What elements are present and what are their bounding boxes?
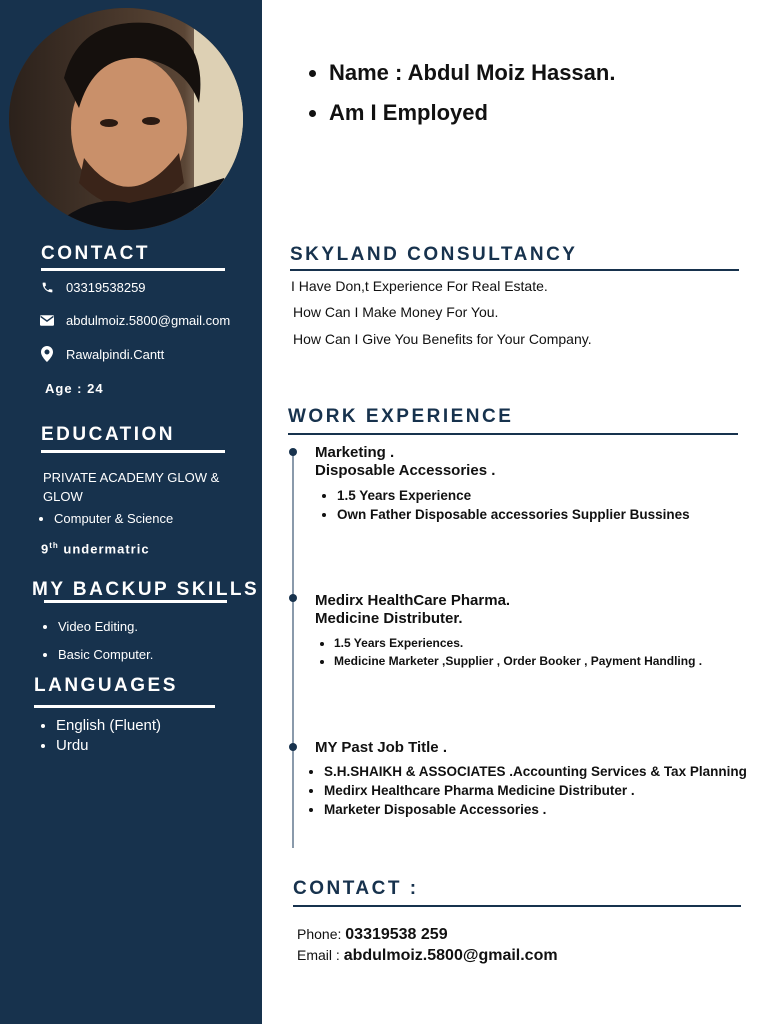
- sidebar: [0, 0, 262, 1024]
- consultancy-line: How Can I Make Money For You.: [293, 304, 499, 320]
- job-detail: • 1.5 Years Experiences.: [334, 636, 702, 650]
- job-3-heading: [315, 739, 447, 757]
- main-email-label: Email :: [297, 947, 340, 963]
- timeline-dot: [289, 594, 297, 602]
- timeline-line: [292, 450, 294, 848]
- job-1-details: [315, 488, 690, 526]
- main-phone-label: Phone:: [297, 926, 342, 942]
- main-contact-title: CONTACT :: [293, 878, 419, 899]
- timeline-dot: [289, 743, 297, 751]
- header-bullets: [305, 60, 615, 140]
- job-2-heading: [315, 592, 510, 628]
- main-email: [297, 947, 558, 965]
- skill-item: • Video Editing.: [58, 613, 153, 641]
- job-detail: • S.H.SHAIKH & ASSOCIATES .Accounting Services & Tax Planning: [324, 764, 768, 779]
- job-3-title: MY Past Job Title .: [315, 739, 447, 756]
- job-1-heading: [315, 444, 495, 480]
- job-detail: • Medirx Healthcare Pharma Medicine Distributer .: [324, 783, 768, 798]
- consultancy-divider: [290, 269, 739, 271]
- education-divider: [41, 450, 225, 453]
- job-2-company: Medirx HealthCare Pharma.: [315, 592, 511, 609]
- consultancy-title: SKYLAND CONSULTANCY: [290, 244, 578, 265]
- work-experience-title: WORK EXPERIENCE: [288, 406, 514, 427]
- main-email-value[interactable]: abdulmoiz.5800@gmail.com: [343, 947, 558, 964]
- language-item: • Urdu: [56, 736, 161, 756]
- mail-icon: [40, 315, 54, 326]
- job-detail: • Medicine Marketer ,Supplier , Order Booker , Payment Handling .: [334, 654, 702, 668]
- skills-divider: [44, 600, 227, 603]
- job-3-details: [302, 764, 768, 821]
- job-2-role: Medicine Distributer.: [315, 610, 463, 627]
- job-1-role: Marketing .: [315, 444, 395, 461]
- phone-icon: [40, 281, 54, 294]
- contact-location: [40, 346, 164, 362]
- name-line: • Name : Abdul Moiz Hassan.: [329, 60, 615, 86]
- contact-divider: [41, 268, 225, 271]
- skills-title: MY BACKUP SKILLS: [32, 579, 260, 600]
- employment-line: • Am I Employed: [329, 100, 615, 126]
- location-pin-icon: [40, 346, 54, 362]
- school-subject: • Computer & Science: [54, 511, 173, 526]
- languages-title: LANGUAGES: [34, 675, 178, 696]
- skill-item: • Basic Computer.: [58, 641, 153, 669]
- main-contact-divider: [293, 905, 741, 907]
- main-phone: [297, 926, 448, 944]
- contact-email-text[interactable]: abdulmoiz.5800@gmail.com: [66, 313, 231, 328]
- timeline-dot: [289, 448, 297, 456]
- grade-superscript: th: [49, 541, 59, 550]
- job-2-details: [312, 636, 702, 672]
- profile-photo: [9, 8, 243, 230]
- job-detail: • Marketer Disposable Accessories .: [324, 802, 768, 817]
- job-detail: • 1.5 Years Experience: [337, 488, 690, 503]
- consultancy-line: How Can I Give You Benefits for Your Company.: [293, 331, 592, 347]
- language-item: • English (Fluent): [56, 716, 161, 736]
- contact-location-text: Rawalpindi.Cantt: [66, 346, 165, 362]
- contact-phone: [40, 280, 146, 295]
- contact-title: CONTACT: [41, 243, 150, 264]
- work-experience-divider: [288, 433, 738, 435]
- education-title: EDUCATION: [41, 424, 176, 445]
- age-text: Age : 24: [45, 381, 104, 396]
- consultancy-line: I Have Don,t Experience For Real Estate.: [291, 278, 548, 294]
- grade-number: 9: [41, 541, 50, 557]
- job-detail: • Own Father Disposable accessories Supplier Bussines: [337, 507, 690, 522]
- grade-text: [41, 541, 150, 556]
- skills-list: [42, 613, 153, 669]
- contact-phone-text: 03319538259: [66, 280, 146, 295]
- languages-divider: [34, 705, 215, 708]
- contact-email: [40, 313, 230, 328]
- grade-label: undermatric: [63, 541, 150, 557]
- job-1-company: Disposable Accessories .: [315, 462, 496, 479]
- school-subject-list: [38, 511, 173, 526]
- main-phone-value: 03319538 259: [345, 926, 448, 943]
- school-name: PRIVATE ACADEMY GLOW & GLOW: [43, 470, 220, 504]
- languages-list: [40, 716, 161, 756]
